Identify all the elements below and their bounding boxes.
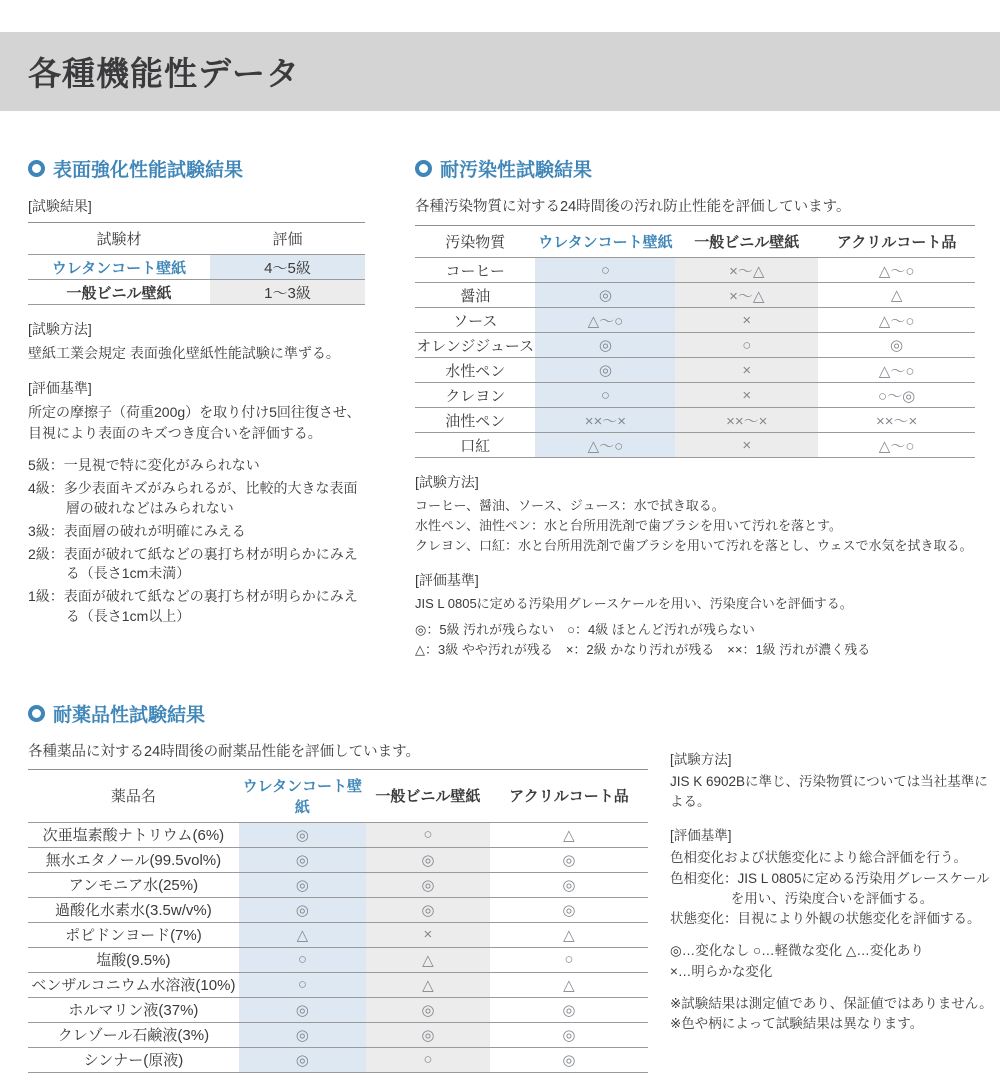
table-cell: △～○: [818, 258, 975, 283]
table-cell: ×: [675, 383, 818, 408]
section-chemical-resistance: [28, 700, 993, 1073]
table-row: [28, 280, 365, 305]
column-header: アクリルコート品: [490, 769, 648, 822]
method-label: [試験方法]: [415, 474, 479, 490]
table-cell: 次亜塩素酸ナトリウム(6%): [28, 822, 239, 847]
page-title: 各種機能性データ: [28, 55, 300, 92]
table-cell: △: [490, 822, 648, 847]
criteria-label: [評価基準]: [415, 572, 479, 589]
table-cell: △～○: [535, 433, 675, 458]
table-cell: ○: [239, 972, 366, 997]
table-cell: △: [239, 922, 366, 947]
table-row: [28, 1047, 648, 1072]
table-row: [28, 822, 648, 847]
table-cell: ◎: [535, 283, 675, 308]
criteria-line: 色相変化：JIS L 0805に定める汚染用グレースケールを用い、汚染度合いを評価する。: [670, 870, 990, 906]
table-cell: ◎: [239, 847, 366, 872]
table-cell: クレゾール石鹸液(3%): [28, 1022, 239, 1047]
table-cell: 塩酸(9.5%): [28, 947, 239, 972]
table-row: [415, 308, 975, 333]
grade-item: 4級：多少表面キズがみられるが、比較的大きな表面層の破れなどはみられない: [28, 479, 358, 516]
table-cell: ◎: [366, 847, 490, 872]
table-row: [415, 358, 975, 383]
footnotes: [670, 994, 995, 1035]
section-bullet-icon: [415, 160, 432, 177]
criteria-label: [評価基準]: [670, 828, 732, 844]
table-cell: 水性ペン: [415, 358, 535, 383]
method-label: [試験方法]: [670, 751, 732, 767]
table-cell: 油性ペン: [415, 408, 535, 433]
table-cell: ソース: [415, 308, 535, 333]
table-cell: ×: [675, 358, 818, 383]
table-cell: ×～△: [675, 283, 818, 308]
criteria-label: [評価基準]: [28, 380, 92, 396]
table-cell: ○: [490, 947, 648, 972]
table-cell: ウレタンコート壁紙: [28, 255, 210, 280]
table-row: [28, 255, 365, 280]
column-header: ウレタンコート壁紙: [239, 769, 366, 822]
column-header: 薬品名: [28, 769, 239, 822]
table-cell: △: [818, 283, 975, 308]
table-cell: ◎: [366, 1022, 490, 1047]
section-bullet-icon: [28, 705, 45, 722]
table-cell: ○: [366, 822, 490, 847]
section-bullet-icon: [28, 160, 45, 177]
table-cell: △～○: [818, 308, 975, 333]
table-header-row: [28, 769, 648, 822]
section-chemical-resistance-title: [28, 700, 648, 727]
criteria-line: JIS L 0805に定める汚染用グレースケールを用い、汚染度合いを評価する。: [415, 596, 853, 612]
table-cell: ◎: [366, 997, 490, 1022]
criteria-line: 状態変化：目視により外観の状態変化を評価する。: [670, 911, 981, 927]
table-row: [28, 947, 648, 972]
table-cell: 無水エタノール(99.5vol%): [28, 847, 239, 872]
table-cell: △: [366, 947, 490, 972]
table-row: [415, 258, 975, 283]
table-row: [415, 333, 975, 358]
table-row: [415, 433, 975, 458]
table-cell: ×～△: [675, 258, 818, 283]
table-cell: 1～3級: [210, 280, 365, 305]
table-cell: シンナー(原液): [28, 1047, 239, 1072]
table-cell: ホルマリン液(37%): [28, 997, 239, 1022]
chemical-resistance-notes: [670, 748, 995, 1073]
table-row: [28, 922, 648, 947]
method-text: JIS K 6902Bに準じ、汚染物質については当社基準による。: [670, 773, 988, 810]
table-cell: ○～◎: [818, 383, 975, 408]
table-cell: ××～×: [535, 408, 675, 433]
table-row: [28, 972, 648, 997]
section-stain-resistance-title: [415, 155, 975, 182]
table-cell: ○: [535, 383, 675, 408]
section-title-text: 耐汚染性試験結果: [440, 160, 593, 181]
legend-line: ◎…変化なし ○…軽微な変化 △…変化あり: [670, 943, 924, 959]
column-header: 一般ビニル壁紙: [366, 769, 490, 822]
table-cell: 過酸化水素水(3.5w/v%): [28, 897, 239, 922]
grade-item: 5級：一見視で特に変化がみられない: [28, 457, 260, 473]
table-cell: △～○: [535, 308, 675, 333]
table-row: [415, 383, 975, 408]
table-header-row: [28, 223, 365, 255]
legend-line: ×…明らかな変化: [670, 963, 773, 979]
table-row: [28, 897, 648, 922]
table-cell: ○: [366, 1047, 490, 1072]
table-cell: ××～×: [675, 408, 818, 433]
grade-list: [28, 456, 365, 627]
column-header: 一般ビニル壁紙: [675, 226, 818, 258]
table-cell: ◎: [535, 358, 675, 383]
table-cell: ◎: [818, 333, 975, 358]
section-title-text: 耐薬品性試験結果: [53, 704, 206, 726]
table-row: [28, 997, 648, 1022]
table-cell: △: [366, 972, 490, 997]
table-cell: ○: [239, 947, 366, 972]
table-cell: ○: [675, 333, 818, 358]
surface-strength-table: [28, 222, 365, 305]
table-cell: ◎: [239, 1047, 366, 1072]
table-cell: ××～×: [818, 408, 975, 433]
grade-item: 3級：表面層の破れが明確にみえる: [28, 522, 246, 539]
column-header: ウレタンコート壁紙: [535, 226, 675, 258]
table-cell: 一般ビニル壁紙: [28, 280, 210, 305]
table-cell: ◎: [490, 897, 648, 922]
table-cell: ◎: [239, 897, 366, 922]
table-cell: ◎: [490, 872, 648, 897]
table-cell: ◎: [366, 872, 490, 897]
criteria-text: 所定の摩擦子（荷重200g）を取り付け5回往復させ、目視により表面のキズつき度合いを評価する。: [28, 404, 361, 441]
column-header: 汚染物質: [415, 226, 535, 258]
chemical-resistance-table: [28, 769, 648, 1073]
page-content: [0, 155, 1000, 1073]
table-cell: △: [490, 922, 648, 947]
table-cell: ◎: [490, 847, 648, 872]
method-label: [試験方法]: [28, 321, 92, 337]
table-cell: ◎: [490, 1047, 648, 1072]
table-header-row: [415, 226, 975, 258]
footnote: ※試験結果は測定値であり、保証値ではありません。: [670, 995, 993, 1011]
table-cell: ×: [675, 308, 818, 333]
table-cell: ベンザルコニウム水溶液(10%): [28, 972, 239, 997]
table-cell: ◎: [366, 897, 490, 922]
table-cell: 4～5級: [210, 255, 365, 280]
table-row: [28, 1022, 648, 1047]
table-row: [28, 847, 648, 872]
criteria-legend-line: ◎：5級 汚れが残らない ○：4級 ほとんど汚れが残らない: [415, 621, 755, 637]
table-cell: ◎: [239, 1022, 366, 1047]
method-text: 壁紙工業会規定 表面強化壁紙性能試験に準ずる。: [28, 345, 340, 361]
chemical-resistance-main: [28, 700, 648, 1073]
grade-item: 2級：表面が破れて紙などの裏打ち材が明らかにみえる（長さ1cm未満）: [28, 545, 358, 582]
table-cell: ◎: [239, 872, 366, 897]
column-header: 試験材: [28, 223, 210, 255]
table-cell: ×: [366, 922, 490, 947]
column-header: アクリルコート品: [818, 226, 975, 258]
table-cell: 口紅: [415, 433, 535, 458]
table-cell: オレンジジュース: [415, 333, 535, 358]
table-cell: ◎: [535, 333, 675, 358]
table-cell: 醤油: [415, 283, 535, 308]
table-row: [415, 283, 975, 308]
method-line: コーヒー、醤油、ソース、ジュース：水で拭き取る。: [415, 498, 725, 513]
table-cell: △～○: [818, 433, 975, 458]
table-cell: ポピドンヨード(7%): [28, 922, 239, 947]
section-stain-resistance: [415, 155, 975, 660]
table-cell: コーヒー: [415, 258, 535, 283]
table-row: [28, 872, 648, 897]
table-cell: △: [490, 972, 648, 997]
table-cell: ◎: [490, 997, 648, 1022]
table-cell: △～○: [818, 358, 975, 383]
section-title-text: 表面強化性能試験結果: [53, 160, 244, 181]
page-title-bar: [0, 32, 1000, 111]
table-cell: アンモニア水(25%): [28, 872, 239, 897]
grade-item: 1級：表面が破れて紙などの裏打ち材が明らかにみえる（長さ1cm以上）: [28, 588, 358, 625]
table-cell: ×: [675, 433, 818, 458]
criteria-line: 色相変化および状態変化により総合評価を行う。: [670, 850, 967, 866]
section-surface-strength: [28, 155, 365, 660]
table-cell: ○: [535, 258, 675, 283]
method-line: クレヨン、口紅：水と台所用洗剤で歯ブラシを用いて汚れを落とし、ウェスで水気を拭き取る。: [415, 538, 973, 554]
table-cell: ◎: [490, 1022, 648, 1047]
section-intro: 各種汚染物質に対する24時間後の汚れ防止性能を評価しています。: [415, 199, 851, 215]
table-row: [415, 408, 975, 433]
test-result-label: [試験結果]: [28, 198, 92, 214]
method-line: 水性ペン、油性ペン：水と台所用洗剤で歯ブラシを用いて汚れを落とす。: [415, 518, 842, 534]
table-cell: ◎: [239, 997, 366, 1022]
footnote: ※色や柄によって試験結果は異なります。: [670, 1016, 924, 1032]
section-surface-strength-title: [28, 155, 365, 182]
table-cell: クレヨン: [415, 383, 535, 408]
table-cell: ◎: [239, 822, 366, 847]
column-header: 評価: [210, 223, 365, 255]
section-intro: 各種薬品に対する24時間後の耐薬品性能を評価しています。: [28, 743, 420, 760]
criteria-legend-line: △：3級 やや汚れが残る ×：2級 かなり汚れが残る ××：1級 汚れが濃く残る: [415, 641, 871, 657]
stain-resistance-table: [415, 225, 975, 458]
